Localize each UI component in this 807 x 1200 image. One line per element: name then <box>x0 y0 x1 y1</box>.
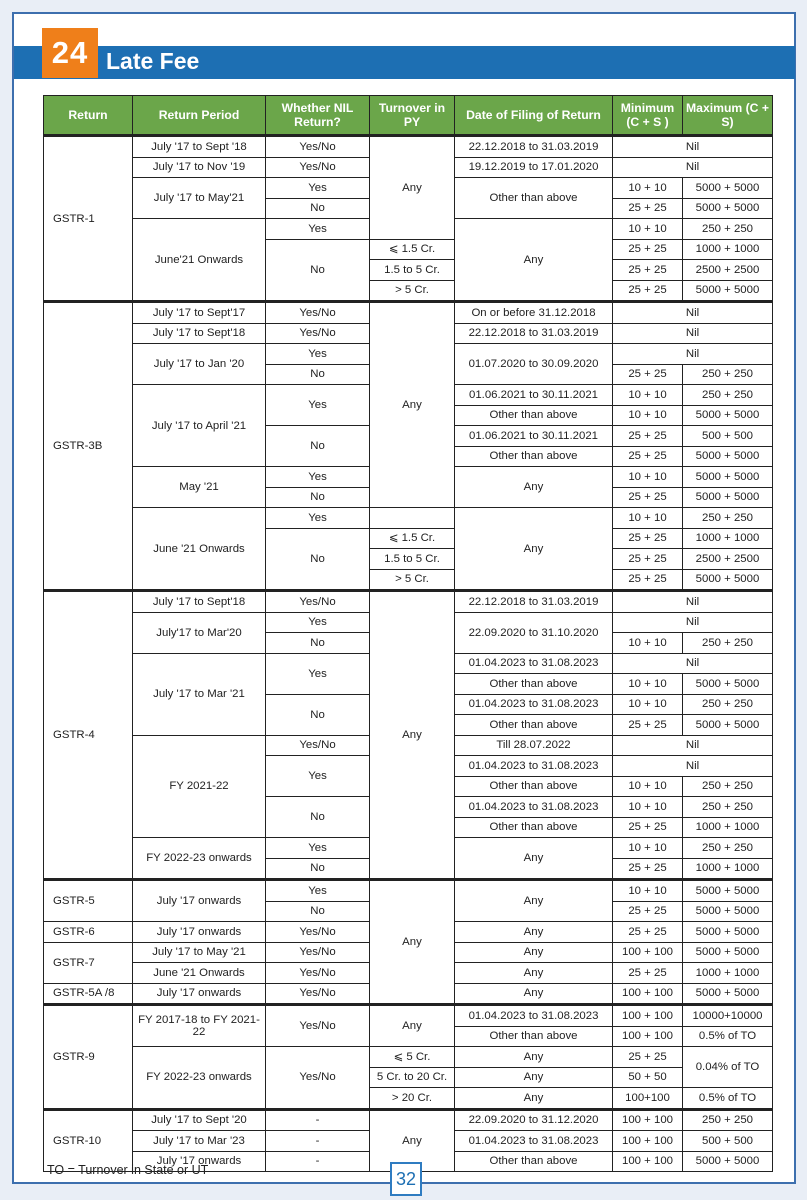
cell: Any <box>455 1047 613 1068</box>
cell: Till 28.07.2022 <box>455 735 613 756</box>
cell: 100 + 100 <box>613 1026 683 1047</box>
cell: Yes <box>266 178 370 199</box>
cell: > 20 Cr. <box>370 1088 455 1110</box>
cell: Other than above <box>455 715 613 736</box>
cell: No <box>266 487 370 508</box>
cell: No <box>266 797 370 838</box>
footnote: TO = Turnover in State or UT <box>47 1163 209 1177</box>
cell: July '17 to Nov '19 <box>133 157 266 178</box>
cell: Any <box>455 942 613 963</box>
cell: Any <box>370 1109 455 1172</box>
cell: - <box>266 1109 370 1131</box>
table-row <box>44 1005 773 1027</box>
cell: 22.12.2018 to 31.03.2019 <box>455 591 613 613</box>
return-cell: GSTR-9 <box>44 1005 133 1110</box>
cell: No <box>266 694 370 735</box>
cell: May '21 <box>133 467 266 508</box>
cell: 5000 + 5000 <box>683 1151 773 1172</box>
cell: Yes/No <box>266 983 370 1005</box>
cell: Any <box>455 467 613 508</box>
cell: 5000 + 5000 <box>683 942 773 963</box>
cell: Yes <box>266 385 370 426</box>
return-cell: GSTR-7 <box>44 942 133 983</box>
cell: Nil <box>613 756 773 777</box>
return-cell: GSTR-1 <box>44 136 133 302</box>
cell: Other than above <box>455 446 613 467</box>
cell: 25 + 25 <box>613 364 683 385</box>
cell: 10 + 10 <box>613 219 683 240</box>
cell: 5000 + 5000 <box>683 922 773 943</box>
cell: Yes/No <box>266 136 370 158</box>
cell: Nil <box>613 323 773 344</box>
cell: 25 + 25 <box>613 963 683 984</box>
table-row <box>44 136 773 158</box>
cell: Any <box>455 983 613 1005</box>
cell: > 5 Cr. <box>370 569 455 591</box>
cell: 5000 + 5000 <box>683 405 773 426</box>
cell: ⩽ 1.5 Cr. <box>370 528 455 549</box>
cell: 1000 + 1000 <box>683 858 773 880</box>
cell: 0.5% of TO <box>683 1088 773 1110</box>
cell: Nil <box>613 344 773 365</box>
cell: Yes <box>266 653 370 694</box>
cell: July '17 to Sept'17 <box>133 302 266 324</box>
cell: July '17 onwards <box>133 880 266 922</box>
cell: - <box>266 1131 370 1152</box>
cell: 250 + 250 <box>683 797 773 818</box>
header-return: Return <box>44 96 133 136</box>
cell: No <box>266 901 370 922</box>
cell: June'21 Onwards <box>133 219 266 302</box>
cell: Yes/No <box>266 735 370 756</box>
cell: Other than above <box>455 178 613 219</box>
cell: 25 + 25 <box>613 569 683 591</box>
cell: 22.12.2018 to 31.03.2019 <box>455 136 613 158</box>
cell: 250 + 250 <box>683 219 773 240</box>
cell: 5000 + 5000 <box>683 487 773 508</box>
cell: FY 2021-22 <box>133 735 266 838</box>
cell: 250 + 250 <box>683 694 773 715</box>
cell: Nil <box>613 612 773 633</box>
cell: July '17 to Sept '18 <box>133 136 266 158</box>
cell: 250 + 250 <box>683 838 773 859</box>
cell: Any <box>455 1067 613 1088</box>
cell: 2500 + 2500 <box>683 549 773 570</box>
table-row <box>44 880 773 902</box>
cell: 25 + 25 <box>613 487 683 508</box>
cell: Yes/No <box>266 323 370 344</box>
cell: FY 2022-23 onwards <box>133 1047 266 1110</box>
cell: July '17 to Sept'18 <box>133 323 266 344</box>
cell: 5000 + 5000 <box>683 880 773 902</box>
cell: July '17 to Jan '20 <box>133 344 266 385</box>
cell: 100 + 100 <box>613 1005 683 1027</box>
cell: 5000 + 5000 <box>683 569 773 591</box>
cell: July '17 to May'21 <box>133 178 266 219</box>
cell: 5000 + 5000 <box>683 280 773 302</box>
cell: No <box>266 858 370 880</box>
cell: 01.04.2023 to 31.08.2023 <box>455 653 613 674</box>
return-cell: GSTR-10 <box>44 1109 133 1172</box>
cell: 5000 + 5000 <box>683 901 773 922</box>
header-date-of-filing: Date of Filing of Return <box>455 96 613 136</box>
cell: No <box>266 239 370 302</box>
return-cell: GSTR-5 <box>44 880 133 922</box>
cell: - <box>266 1151 370 1172</box>
cell: Nil <box>613 735 773 756</box>
cell: July '17 to April '21 <box>133 385 266 467</box>
cell: 250 + 250 <box>683 633 773 654</box>
cell: 19.12.2019 to 17.01.2020 <box>455 157 613 178</box>
cell: On or before 31.12.2018 <box>455 302 613 324</box>
gstr-1-group <box>44 136 773 302</box>
cell: 1000 + 1000 <box>683 239 773 260</box>
cell: 25 + 25 <box>613 1047 683 1068</box>
cell <box>370 508 455 529</box>
cell: 10 + 10 <box>613 178 683 199</box>
cell: Any <box>455 219 613 302</box>
cell: Yes <box>266 344 370 365</box>
cell: Any <box>370 136 455 240</box>
header-turnover: Turnover in PY <box>370 96 455 136</box>
cell: 0.5% of TO <box>683 1026 773 1047</box>
cell: 5000 + 5000 <box>683 983 773 1005</box>
cell: 1.5 to 5 Cr. <box>370 549 455 570</box>
cell: 1000 + 1000 <box>683 528 773 549</box>
cell: Yes/No <box>266 157 370 178</box>
cell: Yes/No <box>266 591 370 613</box>
cell: 500 + 500 <box>683 1131 773 1152</box>
cell: 25 + 25 <box>613 922 683 943</box>
cell: July '17 onwards <box>133 983 266 1005</box>
cell: 25 + 25 <box>613 528 683 549</box>
cell: 25 + 25 <box>613 858 683 880</box>
cell: 100 + 100 <box>613 1131 683 1152</box>
cell: No <box>266 528 370 591</box>
cell: June '21 Onwards <box>133 963 266 984</box>
cell: 10 + 10 <box>613 405 683 426</box>
gstr-4-group <box>44 591 773 880</box>
cell: No <box>266 198 370 219</box>
cell: July'17 to Mar'20 <box>133 612 266 653</box>
cell: Yes <box>266 219 370 240</box>
cell: 22.09.2020 to 31.12.2020 <box>455 1109 613 1131</box>
cell: 5000 + 5000 <box>683 715 773 736</box>
cell: 10 + 10 <box>613 385 683 406</box>
cell: ⩽ 1.5 Cr. <box>370 239 455 260</box>
cell: 250 + 250 <box>683 508 773 529</box>
cell: 10 + 10 <box>613 694 683 715</box>
return-cell: GSTR-6 <box>44 922 133 943</box>
return-cell: GSTR-5A /8 <box>44 983 133 1005</box>
cell: Yes <box>266 880 370 902</box>
cell: ⩽ 5 Cr. <box>370 1047 455 1068</box>
cell: Other than above <box>455 1151 613 1172</box>
cell: Any <box>455 508 613 591</box>
cell: Any <box>455 838 613 880</box>
cell: Yes <box>266 467 370 488</box>
gstr-9-group <box>44 1005 773 1110</box>
cell: > 5 Cr. <box>370 280 455 302</box>
cell: 10 + 10 <box>613 838 683 859</box>
cell: Nil <box>613 302 773 324</box>
cell: 2500 + 2500 <box>683 260 773 281</box>
cell: 25 + 25 <box>613 260 683 281</box>
cell: 10 + 10 <box>613 880 683 902</box>
cell: 0.04% of TO <box>683 1047 773 1088</box>
cell: July '17 to Sept '20 <box>133 1109 266 1131</box>
header-nil-return: Whether NIL Return? <box>266 96 370 136</box>
cell: July '17 onwards <box>133 922 266 943</box>
cell: 50 + 50 <box>613 1067 683 1088</box>
cell: Other than above <box>455 817 613 838</box>
cell: Any <box>370 302 455 508</box>
cell: 10 + 10 <box>613 776 683 797</box>
cell: 100+100 <box>613 1088 683 1110</box>
cell: Any <box>370 591 455 880</box>
cell: 500 + 500 <box>683 426 773 447</box>
cell: Yes/No <box>266 1047 370 1110</box>
gstr-5-to-8-group <box>44 880 773 1005</box>
cell: 250 + 250 <box>683 385 773 406</box>
cell: 100 + 100 <box>613 983 683 1005</box>
cell: Nil <box>613 591 773 613</box>
cell: Other than above <box>455 405 613 426</box>
cell: 10 + 10 <box>613 674 683 695</box>
cell: Any <box>455 963 613 984</box>
cell: Any <box>370 1005 455 1047</box>
cell: July '17 to Mar '23 <box>133 1131 266 1152</box>
cell: July '17 to Mar '21 <box>133 653 266 735</box>
chapter-title: Late Fee <box>106 48 200 74</box>
cell: 25 + 25 <box>613 426 683 447</box>
cell: Other than above <box>455 776 613 797</box>
header-return-period: Return Period <box>133 96 266 136</box>
cell: Nil <box>613 136 773 158</box>
cell: Yes/No <box>266 942 370 963</box>
cell: Other than above <box>455 1026 613 1047</box>
cell: 01.07.2020 to 30.09.2020 <box>455 344 613 385</box>
cell: Yes/No <box>266 963 370 984</box>
cell: 10 + 10 <box>613 633 683 654</box>
late-fee-table <box>43 95 773 1172</box>
cell: Yes <box>266 612 370 633</box>
cell: 10000+10000 <box>683 1005 773 1027</box>
table-row <box>44 1047 773 1068</box>
cell: Nil <box>613 653 773 674</box>
cell: 5000 + 5000 <box>683 178 773 199</box>
table-row <box>44 508 773 529</box>
gstr-3b-group <box>44 302 773 591</box>
cell: 250 + 250 <box>683 1109 773 1131</box>
cell: No <box>266 364 370 385</box>
cell: 01.04.2023 to 31.08.2023 <box>455 797 613 818</box>
cell: No <box>266 633 370 654</box>
cell: 25 + 25 <box>613 817 683 838</box>
cell: 22.09.2020 to 31.10.2020 <box>455 612 613 653</box>
cell: Other than above <box>455 674 613 695</box>
cell: 100 + 100 <box>613 1151 683 1172</box>
cell: 100 + 100 <box>613 942 683 963</box>
cell: No <box>266 426 370 467</box>
cell: 01.06.2021 to 30.11.2021 <box>455 385 613 406</box>
cell: 25 + 25 <box>613 280 683 302</box>
cell: 1000 + 1000 <box>683 963 773 984</box>
cell: 10 + 10 <box>613 797 683 818</box>
cell: 25 + 25 <box>613 239 683 260</box>
page-number: 32 <box>390 1162 422 1196</box>
table-row <box>44 1109 773 1131</box>
cell: FY 2017-18 to FY 2021-22 <box>133 1005 266 1047</box>
cell: 22.12.2018 to 31.03.2019 <box>455 323 613 344</box>
cell: 5000 + 5000 <box>683 446 773 467</box>
chapter-number: 24 <box>42 28 98 78</box>
cell: FY 2022-23 onwards <box>133 838 266 880</box>
cell: Yes <box>266 508 370 529</box>
cell: 25 + 25 <box>613 901 683 922</box>
header-minimum: Minimum (C + S ) <box>613 96 683 136</box>
cell: Any <box>455 922 613 943</box>
cell: 1.5 to 5 Cr. <box>370 260 455 281</box>
return-cell: GSTR-4 <box>44 591 133 880</box>
cell: Nil <box>613 157 773 178</box>
cell: 25 + 25 <box>613 198 683 219</box>
cell: Yes <box>266 838 370 859</box>
cell: 1000 + 1000 <box>683 817 773 838</box>
cell: 10 + 10 <box>613 467 683 488</box>
cell: Yes <box>266 756 370 797</box>
cell: 5 Cr. to 20 Cr. <box>370 1067 455 1088</box>
cell: 01.06.2021 to 30.11.2021 <box>455 426 613 447</box>
cell: 5000 + 5000 <box>683 198 773 219</box>
cell: Any <box>455 880 613 922</box>
cell: Yes/No <box>266 302 370 324</box>
cell: 5000 + 5000 <box>683 467 773 488</box>
table-row <box>44 302 773 324</box>
cell: 250 + 250 <box>683 364 773 385</box>
cell: July '17 onwards <box>133 1151 266 1172</box>
cell: Yes/No <box>266 1005 370 1047</box>
cell: Any <box>455 1088 613 1110</box>
cell: 10 + 10 <box>613 508 683 529</box>
return-cell: GSTR-3B <box>44 302 133 591</box>
cell: Yes/No <box>266 922 370 943</box>
table-row <box>44 591 773 613</box>
cell: 01.04.2023 to 31.08.2023 <box>455 694 613 715</box>
cell: 100 + 100 <box>613 1109 683 1131</box>
cell: 5000 + 5000 <box>683 674 773 695</box>
cell: Any <box>370 880 455 1005</box>
table-header-row <box>44 96 773 136</box>
cell: 01.04.2023 to 31.08.2023 <box>455 1131 613 1152</box>
cell: 25 + 25 <box>613 715 683 736</box>
cell: 25 + 25 <box>613 446 683 467</box>
cell: 01.04.2023 to 31.08.2023 <box>455 756 613 777</box>
cell: 25 + 25 <box>613 549 683 570</box>
cell: 01.04.2023 to 31.08.2023 <box>455 1005 613 1027</box>
cell: 250 + 250 <box>683 776 773 797</box>
cell: June '21 Onwards <box>133 508 266 591</box>
header-maximum: Maximum (C + S) <box>683 96 773 136</box>
cell: July '17 to Sept'18 <box>133 591 266 613</box>
cell: July '17 to May '21 <box>133 942 266 963</box>
